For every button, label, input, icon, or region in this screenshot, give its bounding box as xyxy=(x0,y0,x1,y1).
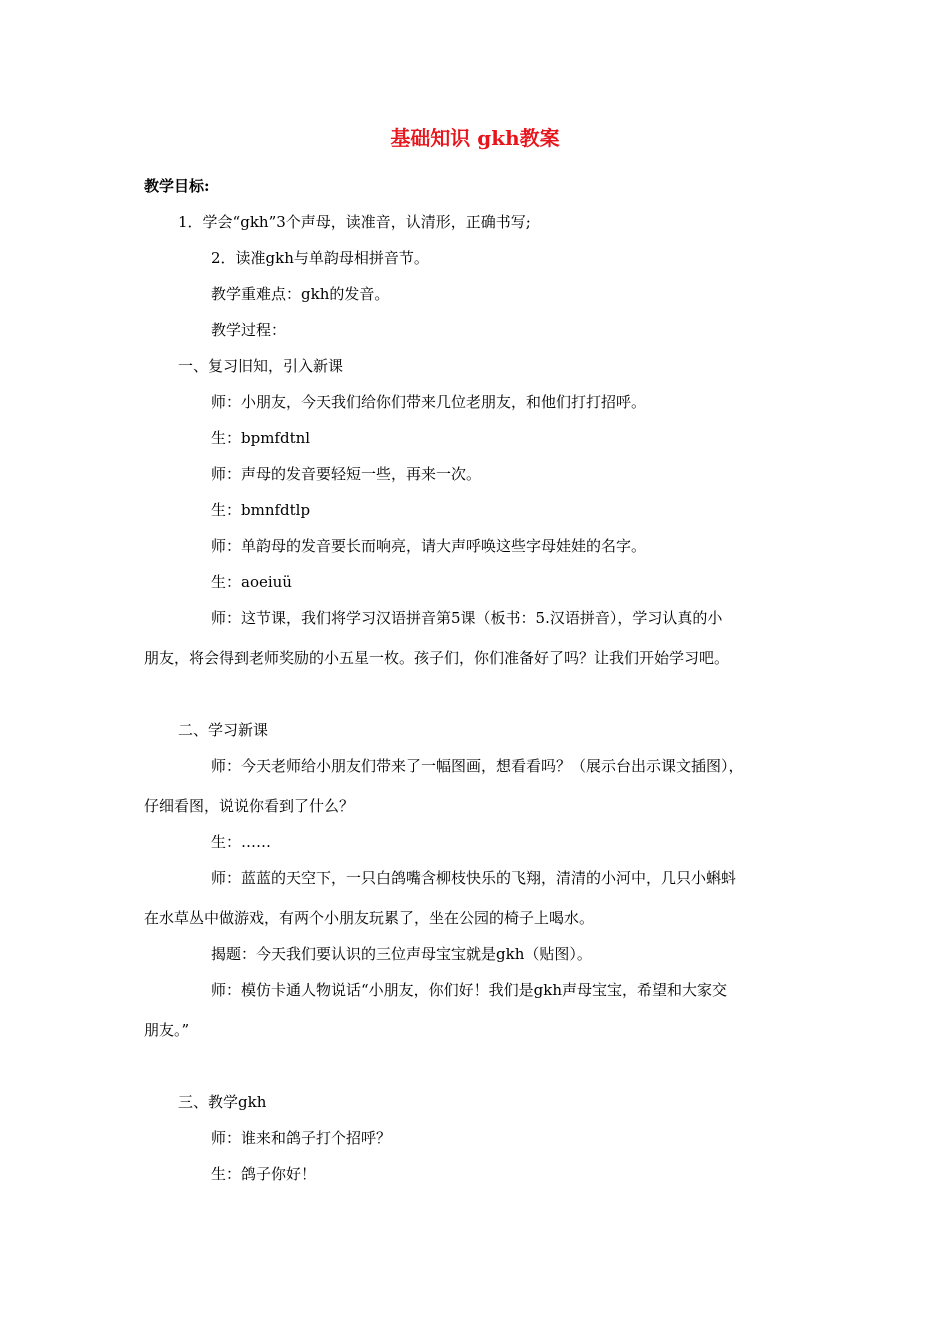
paragraph-line: 仔细看图，说说你看到了什么？ xyxy=(144,797,355,815)
section-heading-objectives: 教学目标: xyxy=(144,177,210,195)
paragraph-line: 教学重难点：gkh的发音。 xyxy=(211,285,390,303)
section-heading-review: 一、复习旧知，引入新课 xyxy=(178,357,344,375)
paragraph-line: 生：…… xyxy=(211,833,272,851)
document-title: 基础知识 gkh教案 xyxy=(390,126,560,150)
paragraph-line: 揭题：今天我们要认识的三位声母宝宝就是gkh（贴图）。 xyxy=(211,945,592,963)
paragraph-line: 在水草丛中做游戏，有两个小朋友玩累了，坐在公园的椅子上喝水。 xyxy=(144,909,595,927)
paragraph-line: 1．学会“gkh”3个声母，读准音，认清形，正确书写; xyxy=(178,213,531,231)
paragraph-line: 生：bmnfdtlp xyxy=(211,501,311,519)
paragraph-line: 师：声母的发音要轻短一些，再来一次。 xyxy=(211,465,482,483)
paragraph-line: 朋友。” xyxy=(144,1021,190,1039)
paragraph-line: 教学过程： xyxy=(211,321,287,339)
paragraph-line: 生：aoeiuü xyxy=(211,573,292,591)
paragraph-line: 朋友，将会得到老师奖励的小五星一枚。孩子们，你们准备好了吗？让我们开始学习吧。 xyxy=(144,649,730,667)
section-heading-new-lesson: 二、学习新课 xyxy=(178,721,269,739)
section-heading-teach-gkh: 三、教学gkh xyxy=(178,1093,267,1111)
paragraph-line: 2．读准gkh与单韵母相拼音节。 xyxy=(211,249,429,267)
paragraph-line: 师：蓝蓝的天空下，一只白鸽嘴含柳枝快乐的飞翔，清清的小河中，几只小蝌蚪 xyxy=(211,869,737,887)
paragraph-line: 生：鸽子你好！ xyxy=(211,1165,317,1183)
paragraph-line: 师：单韵母的发音要长而响亮，请大声呼唤这些字母娃娃的名字。 xyxy=(211,537,647,555)
paragraph-line: 师：谁来和鸽子打个招呼？ xyxy=(211,1129,392,1147)
paragraph-line: 生：bpmfdtnl xyxy=(211,429,311,447)
paragraph-line: 师：小朋友，今天我们给你们带来几位老朋友，和他们打打招呼。 xyxy=(211,393,647,411)
paragraph-line: 师：模仿卡通人物说话“小朋友，你们好！我们是gkh声母宝宝，希望和大家交 xyxy=(211,981,728,999)
paragraph-line: 师：这节课，我们将学习汉语拼音第5课（板书：5.汉语拼音），学习认真的小 xyxy=(211,609,723,627)
paragraph-line: 师：今天老师给小朋友们带来了一幅图画，想看看吗？（展示台出示课文插图）， xyxy=(211,757,744,775)
